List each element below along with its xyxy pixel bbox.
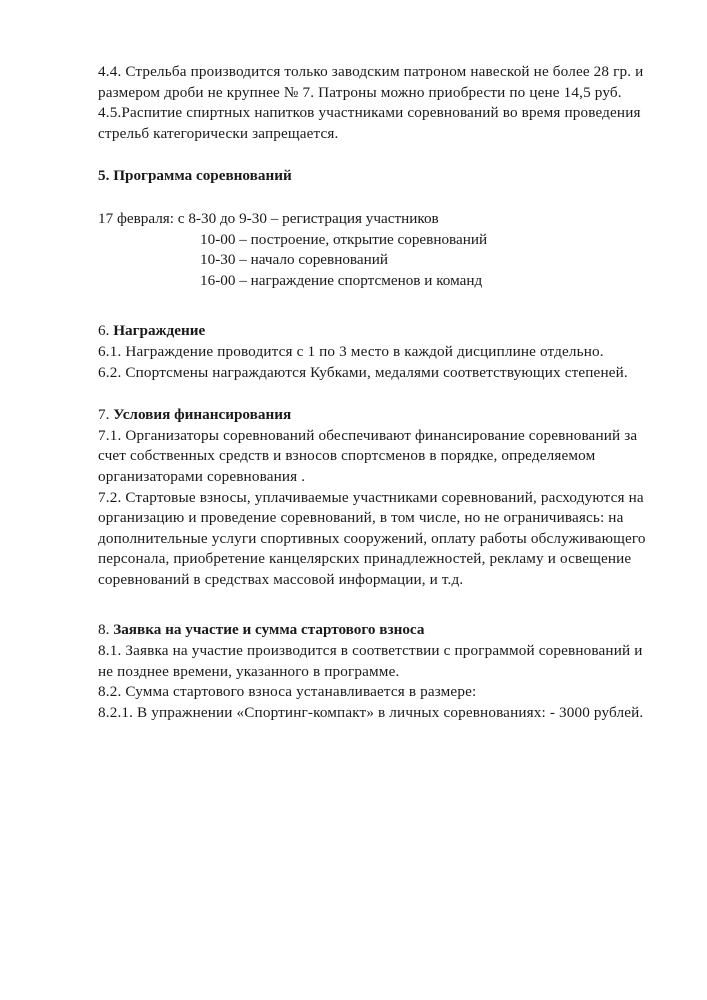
paragraph-7-1: 7.1. Организаторы соревнований обеспечивают финансирование соревнований за счет собственных средств и взносов спортсменов в порядке, определяемом организаторами соревнования . [98, 426, 638, 485]
spacer [98, 291, 654, 321]
section-6-heading [98, 321, 654, 342]
paragraph-6-2: 6.2. Спортсмены награждаются Кубками, медалями соответствующих степеней. [98, 363, 628, 381]
document-body [98, 62, 654, 723]
section-5-schedule-item-1: 10-00 – построение, открытие соревнований [200, 230, 488, 248]
section-6-number: 6. [98, 322, 114, 340]
section-7-title: Условия финансирования [113, 406, 292, 424]
spacer [98, 144, 654, 166]
paragraph-8-2-1: 8.2.1. В упражнении «Спортинг-компакт» в личных соревнованиях: - 3000 рублей. [98, 703, 644, 721]
section-6-title: Награждение [113, 322, 206, 340]
paragraph-7-2: 7.2. Стартовые взносы, уплачиваемые участниками соревнований, расходуются на организацию и проведение соревнований, в том числе, но не ограничиваясь: на дополнительные услуги спортивных сооружений, оплату работы обслуживающего персонала, приобретение канцелярских принадлежностей, рекламу и освещение соревнований в средствах массовой информации, и т.д. [98, 488, 646, 588]
spacer [98, 383, 654, 405]
section-8-heading [98, 620, 654, 641]
paragraph-6-1: 6.1. Награждение проводится с 1 по 3 место в каждой дисциплине отдельно. [98, 342, 604, 360]
paragraph-8-1: 8.1. Заявка на участие производится в соответствии с программой соревнований и не позднее времени, указанного в программе. [98, 642, 643, 680]
spacer [98, 187, 654, 209]
section-7-number: 7. [98, 406, 114, 424]
section-7-block [98, 405, 654, 590]
section-8-number: 8. [98, 621, 114, 639]
section-8-title: Заявка на участие и сумма стартового взноса [113, 621, 425, 639]
spacer [98, 590, 654, 620]
paragraph-8-2: 8.2. Сумма стартового взноса устанавливается в размере: [98, 683, 477, 701]
paragraph-4-5: 4.5.Распитие спиртных напитков участниками соревнований во время проведения стрельб категорически запрещается. [98, 104, 641, 142]
section-5-schedule-item-3: 16-00 – награждение спортсменов и команд [200, 271, 483, 289]
section-5-schedule-item-2: 10-30 – начало соревнований [200, 251, 389, 269]
paragraph-4-4: 4.4. Стрельба производится только заводским патроном навеской не более 28 гр. и размером дроби не крупнее № 7. Патроны можно приобрести по цене 14,5 руб. [98, 63, 644, 101]
section-5-date-line: 17 февраля: с 8-30 до 9-30 – регистрация участников [98, 209, 439, 227]
section-5-heading: 5. Программа соревнований [98, 167, 292, 185]
section-7-heading [98, 405, 654, 426]
